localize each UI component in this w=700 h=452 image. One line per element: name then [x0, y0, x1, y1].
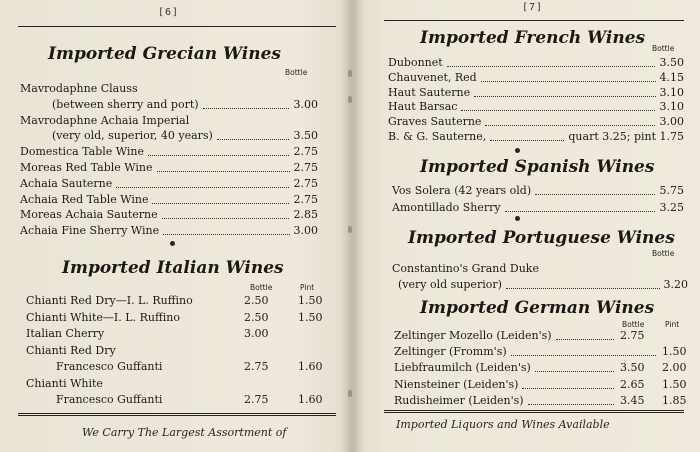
top-rule: [18, 26, 336, 27]
dot-leader: [556, 339, 614, 340]
list-item: [20, 193, 318, 207]
item-name: Chianti Red Dry—I. L. Ruffino: [26, 294, 193, 307]
item-pint-price: 1.60: [298, 360, 323, 373]
dot-leader: [485, 125, 655, 126]
list-item: [392, 278, 688, 292]
item-name: Amontillado Sherry: [392, 201, 501, 214]
dot-leader: [461, 110, 655, 111]
german-bottle-header: Bottle: [622, 320, 645, 329]
dot-leader: [148, 155, 289, 156]
item-bottle-price: 2.75: [244, 360, 269, 373]
dot-leader: [535, 194, 655, 195]
list-item: [20, 224, 318, 238]
list-item: [388, 86, 684, 100]
item-name: (very old, superior, 40 years): [52, 129, 213, 143]
item-pint-price: 1.50: [298, 294, 323, 307]
list-item: [20, 114, 318, 128]
item-price: 3.10: [659, 85, 684, 99]
item-bottle-price: 3.50: [620, 361, 645, 375]
item-name: Rudisheimer (Leiden's): [394, 393, 524, 407]
item-bottle-price: 2.65: [620, 377, 645, 391]
list-item: [26, 360, 326, 374]
dot-leader: [162, 218, 290, 219]
list-item: [20, 177, 318, 191]
grecian-heading: Imported Grecian Wines: [48, 44, 281, 64]
dot-leader: [474, 96, 655, 97]
dot-leader: [511, 355, 656, 356]
list-item: [20, 145, 318, 159]
item-pint-price: 1.50: [662, 377, 687, 391]
list-item: [20, 98, 318, 112]
item-price: 3.20: [663, 278, 688, 291]
item-pint-price: 1.50: [662, 345, 687, 359]
dot-leader: [157, 171, 290, 172]
list-item: [26, 344, 326, 358]
list-item: [26, 294, 326, 308]
italian-pint-header: Pint: [300, 283, 315, 292]
right-footer: Imported Liquors and Wines Available: [396, 418, 610, 431]
staple-mark: [348, 390, 352, 397]
dot-leader: [116, 187, 289, 188]
spanish-heading: Imported Spanish Wines: [420, 157, 655, 177]
item-name: Chauvenet, Red: [388, 70, 477, 84]
item-name: Zeltinger (Fromm's): [394, 345, 507, 359]
item-price: 3.10: [659, 100, 684, 114]
list-item: [388, 71, 684, 85]
dot-leader: [535, 371, 614, 372]
list-item: [20, 161, 318, 175]
item-name: Constantino's Grand Duke: [392, 262, 539, 275]
item-bottle-price: 2.75: [620, 329, 645, 342]
item-name: Chianti White—I. L. Ruffino: [26, 310, 180, 324]
french-bottle-header: Bottle: [652, 44, 675, 53]
dot-leader: [447, 66, 656, 67]
item-name: Chianti Red Dry: [26, 343, 116, 357]
list-item: [388, 130, 684, 144]
item-bottle-price: 2.50: [244, 310, 269, 324]
dot-leader: [152, 203, 289, 204]
german-heading: Imported German Wines: [420, 298, 655, 318]
right-page-number: [7]: [522, 2, 544, 13]
item-bottle-price: 3.00: [244, 327, 269, 340]
item-name: Francesco Guffanti: [56, 393, 163, 406]
section-bullet: [515, 216, 520, 221]
list-item: [392, 262, 688, 276]
item-price: 3.50: [293, 129, 318, 143]
list-item: [26, 311, 326, 325]
item-name: Achaia Fine Sherry Wine: [20, 224, 160, 238]
item-name: Moreas Red Table Wine: [20, 161, 153, 174]
list-item: [20, 208, 318, 222]
item-name: Haut Sauterne: [388, 85, 471, 99]
item-bottle-price: 2.75: [244, 393, 269, 406]
dot-leader: [203, 108, 290, 109]
list-item: [392, 184, 684, 198]
section-bullet: [515, 148, 520, 153]
item-bottle-price: 3.45: [620, 393, 645, 407]
item-name: Mavrodaphne Clauss: [20, 82, 138, 95]
item-name: (between sherry and port): [52, 97, 199, 111]
dot-leader: [217, 139, 290, 140]
italian-heading: Imported Italian Wines: [62, 258, 284, 278]
item-name: Moreas Achaia Sauterne: [20, 208, 158, 222]
item-price: 4.15: [659, 70, 684, 84]
list-item: [20, 129, 318, 143]
german-pint-header: Pint: [665, 320, 680, 329]
list-item: [26, 377, 326, 391]
left-footer: We Carry The Largest Assortment of: [82, 426, 287, 439]
staple-mark: [348, 96, 352, 103]
item-price: 2.75: [293, 192, 318, 206]
french-heading: Imported French Wines: [420, 28, 646, 48]
item-price: 3.00: [293, 97, 318, 111]
item-pint-price: 1.50: [298, 310, 323, 324]
top-rule: [384, 20, 684, 21]
dot-leader: [490, 140, 564, 141]
item-name: Liebfraumilch (Leiden's): [394, 361, 531, 375]
list-item: [394, 329, 694, 343]
item-name: Chianti White: [26, 376, 103, 390]
list-item: [20, 82, 318, 96]
dot-leader: [522, 388, 614, 389]
list-item: [26, 327, 326, 341]
bottom-rule: [18, 413, 336, 416]
portuguese-heading: Imported Portuguese Wines: [408, 228, 675, 248]
list-item: [388, 100, 684, 114]
item-price: 3.00: [293, 224, 318, 238]
item-name: Zeltinger Mozello (Leiden's): [394, 329, 552, 342]
list-item: [394, 394, 694, 408]
section-bullet: [170, 241, 175, 246]
item-pint-price: 1.85: [662, 393, 687, 407]
list-item: [388, 115, 684, 129]
list-item: [394, 378, 694, 392]
bottom-rule: [384, 410, 684, 413]
item-name: Francesco Guffanti: [56, 360, 163, 373]
item-pint-price: 1.60: [298, 393, 323, 406]
list-item: [394, 345, 694, 359]
dot-leader: [505, 211, 656, 212]
item-price: 5.75: [659, 184, 684, 197]
staple-mark: [348, 70, 352, 77]
item-price: quart 3.25; pint 1.75: [568, 130, 684, 143]
dot-leader: [528, 404, 614, 405]
item-price: 3.50: [659, 56, 684, 69]
item-pint-price: 2.00: [662, 361, 687, 375]
item-name: (very old superior): [398, 278, 502, 291]
item-name: Mavrodaphne Achaia Imperial: [20, 113, 190, 127]
item-name: Achaia Sauterne: [20, 176, 113, 190]
item-name: Niensteiner (Leiden's): [394, 377, 519, 391]
staple-mark: [348, 226, 352, 233]
list-item: [388, 56, 684, 70]
item-name: B. & G. Sauterne,: [388, 130, 487, 143]
item-name: Graves Sauterne: [388, 115, 482, 129]
item-price: 3.00: [659, 115, 684, 129]
item-bottle-price: 2.50: [244, 294, 269, 307]
item-name: Achaia Red Table Wine: [20, 192, 149, 206]
item-price: 2.75: [293, 161, 318, 174]
grecian-bottle-header: Bottle: [285, 68, 308, 77]
item-name: Vos Solera (42 years old): [392, 184, 532, 197]
italian-bottle-header: Bottle: [250, 283, 273, 292]
item-price: 2.85: [293, 208, 318, 222]
item-price: 3.25: [659, 201, 684, 214]
book-gutter: [340, 0, 364, 452]
dot-leader: [163, 234, 289, 235]
list-item: [26, 393, 326, 407]
item-price: 2.75: [293, 145, 318, 159]
left-page-number: [6]: [158, 7, 180, 18]
list-item: [394, 361, 694, 375]
item-name: Haut Barsac: [388, 100, 458, 114]
list-item: [392, 201, 684, 215]
portuguese-bottle-header: Bottle: [652, 249, 675, 258]
item-price: 2.75: [293, 176, 318, 190]
dot-leader: [481, 81, 656, 82]
item-name: Dubonnet: [388, 56, 443, 69]
item-name: Italian Cherry: [26, 327, 105, 340]
item-name: Domestica Table Wine: [20, 145, 145, 159]
dot-leader: [506, 288, 660, 289]
